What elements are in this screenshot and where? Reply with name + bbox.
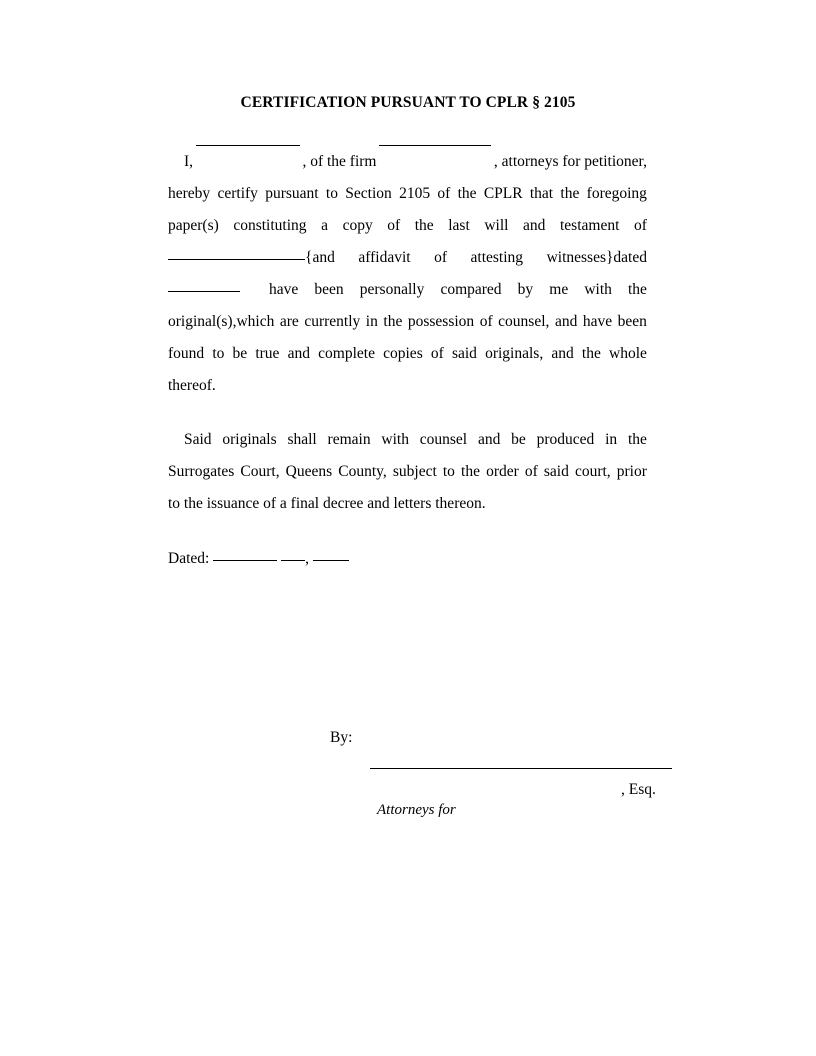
word: 2105 xyxy=(399,185,431,202)
word: of xyxy=(430,345,444,362)
date-month-blank[interactable] xyxy=(213,559,277,561)
word: the xyxy=(461,463,480,480)
word: complete xyxy=(318,345,375,362)
word: and xyxy=(554,313,578,330)
word: by xyxy=(517,281,534,298)
word: the xyxy=(560,185,580,202)
word: possession xyxy=(407,313,475,330)
word: Section xyxy=(345,185,392,202)
word: whole xyxy=(609,345,647,362)
word: Said xyxy=(184,431,212,448)
word: foregoing xyxy=(586,185,647,202)
word: of xyxy=(524,463,538,480)
text-segment: to the issuance of a final decree and letters thereon. xyxy=(168,495,486,512)
word: to xyxy=(325,185,338,202)
word: with xyxy=(381,431,409,448)
word: to xyxy=(442,463,455,480)
word: last xyxy=(448,217,470,234)
attorney-name-blank[interactable] xyxy=(196,144,300,146)
word: remain xyxy=(327,431,371,448)
word: in xyxy=(605,431,618,448)
word: attesting xyxy=(470,249,524,266)
word: produced xyxy=(536,431,595,448)
text-segment: thereof. xyxy=(168,377,216,394)
word: copy xyxy=(342,217,373,234)
originals-paragraph xyxy=(168,424,647,520)
word: order xyxy=(486,463,519,480)
word: hereby xyxy=(168,185,211,202)
word: and xyxy=(523,217,546,234)
word: of xyxy=(387,217,401,234)
dated-line xyxy=(168,545,349,573)
word: originals xyxy=(222,431,277,448)
will-date-blank[interactable] xyxy=(168,290,240,292)
word: affidavit xyxy=(358,249,411,266)
word: a xyxy=(321,217,328,234)
word: and xyxy=(287,345,310,362)
word: shall xyxy=(287,431,317,448)
word: witnesses}dated xyxy=(546,249,647,266)
word: the xyxy=(414,217,434,234)
word: the xyxy=(581,345,601,362)
text-segment: , of the firm xyxy=(302,153,377,170)
word: subject xyxy=(392,463,437,480)
word: have xyxy=(269,281,299,298)
word: personally xyxy=(359,281,425,298)
paragraph-line xyxy=(168,306,647,338)
paragraph-line xyxy=(168,338,647,370)
word: and xyxy=(551,345,574,362)
paragraph-line xyxy=(168,242,647,274)
paragraph-line xyxy=(168,488,647,520)
word: prior xyxy=(616,463,647,480)
text-segment: I, xyxy=(184,153,194,170)
word: will xyxy=(484,217,509,234)
signature-line[interactable] xyxy=(370,768,672,769)
paragraph-line xyxy=(168,274,647,306)
word: Surrogates xyxy=(168,463,235,480)
word: copies xyxy=(383,345,423,362)
word: been xyxy=(617,313,647,330)
paragraph-line xyxy=(168,178,647,210)
word: with xyxy=(584,281,612,298)
word: pursuant xyxy=(265,185,319,202)
word: said xyxy=(543,463,569,480)
date-comma: , xyxy=(305,550,309,567)
word: said xyxy=(451,345,477,362)
text-segment: , attorneys for petitioner, xyxy=(493,153,647,170)
certification-paragraph xyxy=(168,146,647,402)
word: found xyxy=(168,345,205,362)
word: currently xyxy=(304,313,361,330)
word: that xyxy=(529,185,554,202)
word: testament xyxy=(559,217,620,234)
word: constituting xyxy=(233,217,307,234)
word: of xyxy=(479,313,493,330)
word: Queens xyxy=(285,463,333,480)
word: the xyxy=(457,185,477,202)
paragraph-line xyxy=(168,210,647,242)
word: original(s),which xyxy=(168,313,275,330)
word: me xyxy=(549,281,569,298)
paragraph-line xyxy=(168,146,647,178)
word: are xyxy=(279,313,299,330)
word: to xyxy=(212,345,225,362)
word: counsel, xyxy=(498,313,550,330)
word: certify xyxy=(217,185,258,202)
word: been xyxy=(314,281,344,298)
esq-suffix: , Esq. xyxy=(621,781,656,798)
word: in xyxy=(365,313,378,330)
date-year-blank[interactable] xyxy=(313,559,349,561)
word: the xyxy=(627,431,647,448)
word: counsel xyxy=(419,431,468,448)
word: CPLR xyxy=(483,185,523,202)
document-title: CERTIFICATION PURSUANT TO CPLR § 2105 xyxy=(240,94,576,111)
word: {and xyxy=(305,249,335,266)
firm-name-blank[interactable] xyxy=(379,144,491,146)
paragraph-line xyxy=(168,424,647,456)
word: have xyxy=(582,313,613,330)
attorneys-for-label: Attorneys for xyxy=(377,802,456,818)
word: paper(s) xyxy=(168,217,219,234)
word: of xyxy=(633,217,647,234)
word: Court, xyxy=(240,463,280,480)
paragraph-line xyxy=(168,370,647,402)
word: the xyxy=(383,313,403,330)
word: true xyxy=(255,345,280,362)
paragraph-line xyxy=(168,456,647,488)
word: compared xyxy=(440,281,502,298)
word: of xyxy=(437,185,451,202)
word: court, xyxy=(574,463,611,480)
word: and xyxy=(477,431,501,448)
by-label: By: xyxy=(330,729,353,746)
date-day-blank[interactable] xyxy=(281,559,305,561)
testator-blank[interactable] xyxy=(168,258,305,260)
word: County, xyxy=(338,463,387,480)
word: be xyxy=(511,431,526,448)
word: of xyxy=(434,249,448,266)
text-segment xyxy=(168,242,335,274)
word: the xyxy=(627,281,647,298)
dated-label: Dated: xyxy=(168,550,210,567)
word: be xyxy=(232,345,248,362)
text-segment xyxy=(168,274,298,306)
word: originals, xyxy=(485,345,544,362)
